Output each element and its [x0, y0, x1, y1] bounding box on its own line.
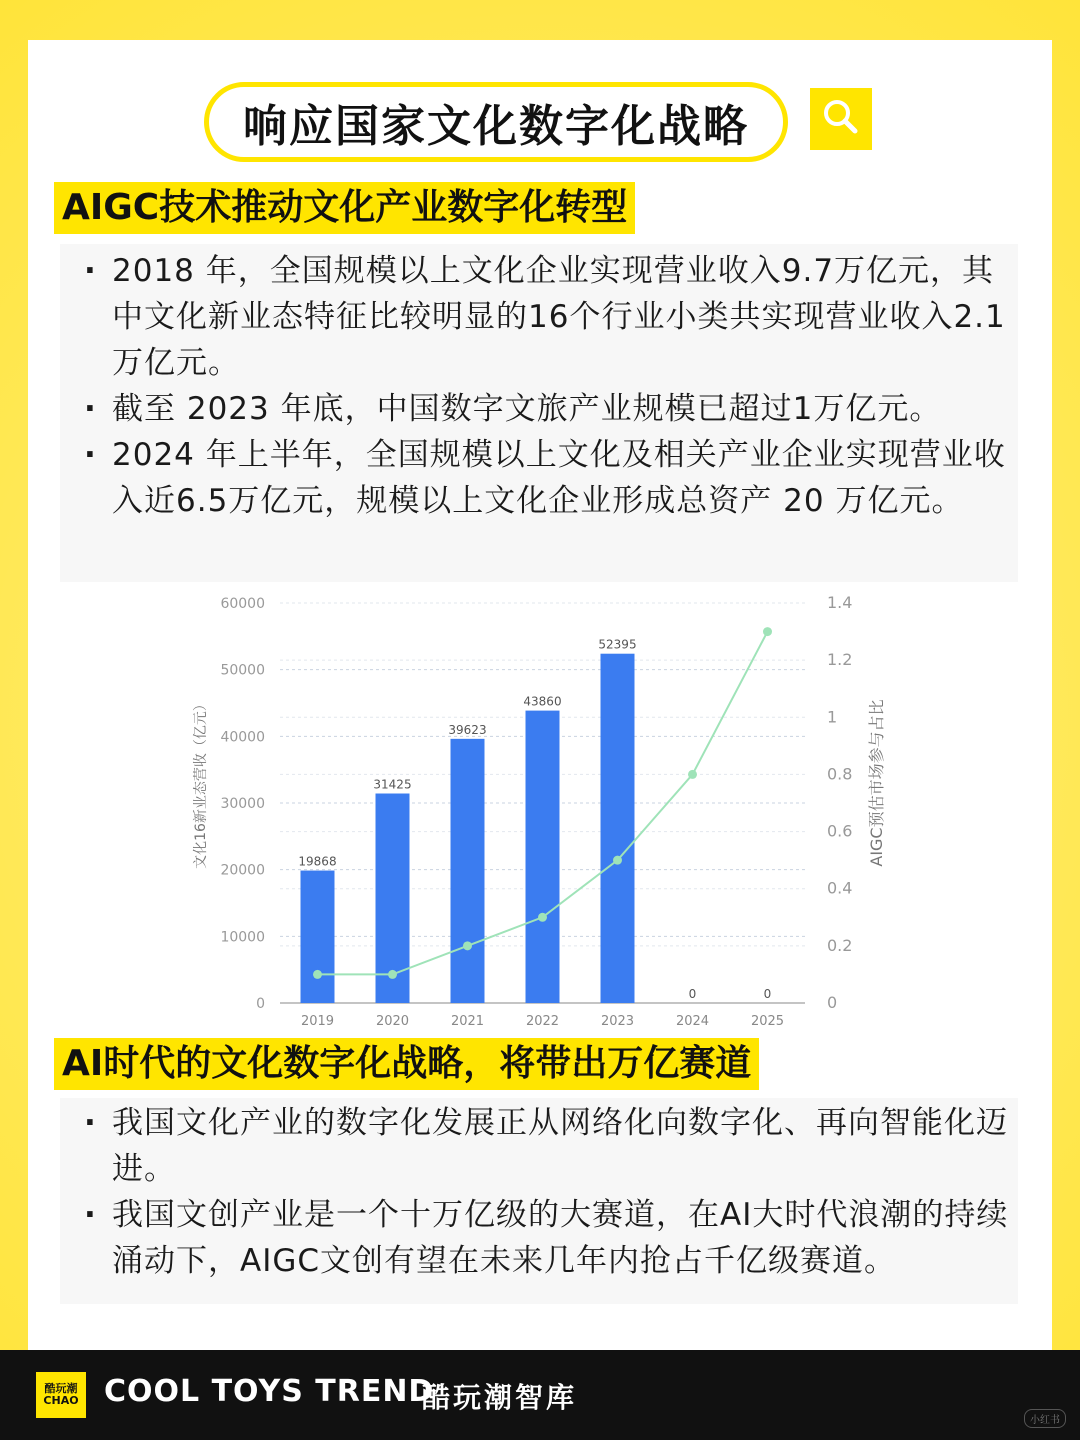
bullet-dot: · — [84, 1197, 97, 1233]
bullet-item — [60, 386, 1018, 432]
y2-tick-label: 0.8 — [827, 764, 853, 784]
bar — [526, 711, 560, 1003]
bar-value-label: 52395 — [598, 637, 637, 652]
line-point — [763, 627, 772, 636]
section-heading-2: AI时代的文化数字化战略，将带出万亿赛道 — [54, 1038, 759, 1090]
text-panel-1 — [60, 244, 1018, 582]
line-point — [613, 856, 622, 865]
revenue-chart — [180, 585, 900, 1035]
bar-value-label: 43860 — [523, 694, 562, 709]
bullet-text: 2018 年，全国规模以上文化企业实现营业收入9.7万亿元，其中文化新业态特征比较明显的16个行业小类共实现营业收入2.1万亿元。 — [112, 253, 1006, 381]
y-tick-label: 60000 — [220, 596, 265, 612]
x-tick-label: 2024 — [675, 1014, 710, 1029]
x-tick-label: 2019 — [300, 1014, 335, 1029]
logo-text-cn: 酷玩潮 — [44, 1382, 78, 1395]
y2-tick-label: 0.2 — [827, 935, 853, 955]
bar-value-label: 39623 — [448, 722, 487, 737]
bullet-item — [60, 1100, 1018, 1192]
bullet-dot: · — [84, 437, 97, 473]
bar-value-label: 31425 — [373, 777, 412, 792]
y-tick-label: 40000 — [220, 729, 265, 746]
y2-tick-label: 1.2 — [827, 650, 853, 670]
x-tick-label: 2020 — [375, 1014, 410, 1029]
chart-svg — [180, 585, 900, 1035]
search-icon — [821, 97, 861, 141]
bar-value-label: 19868 — [298, 854, 337, 869]
y-tick-label: 30000 — [220, 796, 265, 812]
x-tick-label: 2022 — [525, 1014, 560, 1029]
y-tick-label: 0 — [256, 996, 265, 1012]
bar-value-label: 0 — [763, 987, 772, 1001]
line-point — [463, 941, 472, 950]
y-tick-label: 20000 — [220, 862, 265, 879]
bullet-item — [60, 432, 1018, 524]
bullet-text: 截至 2023 年底，中国数字文旅产业规模已超过1万亿元。 — [112, 391, 942, 427]
bullet-dot: · — [84, 253, 97, 289]
page-title: 响应国家文化数字化战略 — [204, 82, 788, 162]
line-point — [313, 970, 322, 979]
y2-tick-label: 1 — [827, 707, 838, 727]
line-point — [688, 770, 697, 779]
y2-tick-label: 0.4 — [827, 878, 853, 898]
bullet-dot: · — [84, 1105, 97, 1141]
bullet-dot: · — [84, 391, 97, 427]
section-heading-1: AIGC技术推动文化产业数字化转型 — [54, 182, 635, 234]
x-tick-label: 2021 — [450, 1014, 485, 1029]
line-point — [388, 970, 397, 979]
footer-bar — [0, 1350, 1080, 1440]
y2-tick-label: 0 — [827, 993, 838, 1012]
brand-name-en: COOL TOYS TREND — [104, 1374, 435, 1409]
y2-tick-label: 1.4 — [827, 593, 853, 612]
bar — [301, 871, 335, 1003]
bullet-item — [60, 248, 1018, 386]
y-axis-title: 文化16新业态营收（亿元） — [193, 697, 209, 869]
bar-value-label: 0 — [688, 987, 697, 1001]
brand-logo — [36, 1372, 86, 1418]
text-panel-2 — [60, 1098, 1018, 1304]
search-button[interactable] — [810, 88, 872, 150]
bar — [601, 654, 635, 1003]
y-tick-label: 10000 — [220, 929, 265, 946]
logo-text-en: CHAO — [43, 1394, 79, 1407]
bullet-text: 我国文创产业是一个十万亿级的大赛道，在AI大时代浪潮的持续涌动下，AIGC文创有望在未来几年内抢占千亿级赛道。 — [112, 1197, 1009, 1279]
brand-name-cn: 酷玩潮智库 — [422, 1381, 578, 1414]
bullet-text: 我国文化产业的数字化发展正从网络化向数字化、再向智能化迈进。 — [112, 1105, 1008, 1187]
bullet-item — [60, 1192, 1018, 1284]
y-tick-label: 50000 — [220, 662, 265, 679]
x-tick-label: 2025 — [750, 1014, 785, 1029]
line-point — [538, 913, 547, 922]
x-tick-label: 2023 — [600, 1014, 635, 1029]
watermark: 小红书 — [1024, 1409, 1066, 1428]
y2-axis-title: AIGC预估市场参与占比 — [867, 699, 886, 867]
bar — [451, 739, 485, 1003]
y2-tick-label: 0.6 — [827, 821, 853, 841]
bullet-text: 2024 年上半年，全国规模以上文化及相关产业企业实现营业收入近6.5万亿元，规模以上文化企业形成总资产 20 万亿元。 — [112, 437, 1006, 519]
